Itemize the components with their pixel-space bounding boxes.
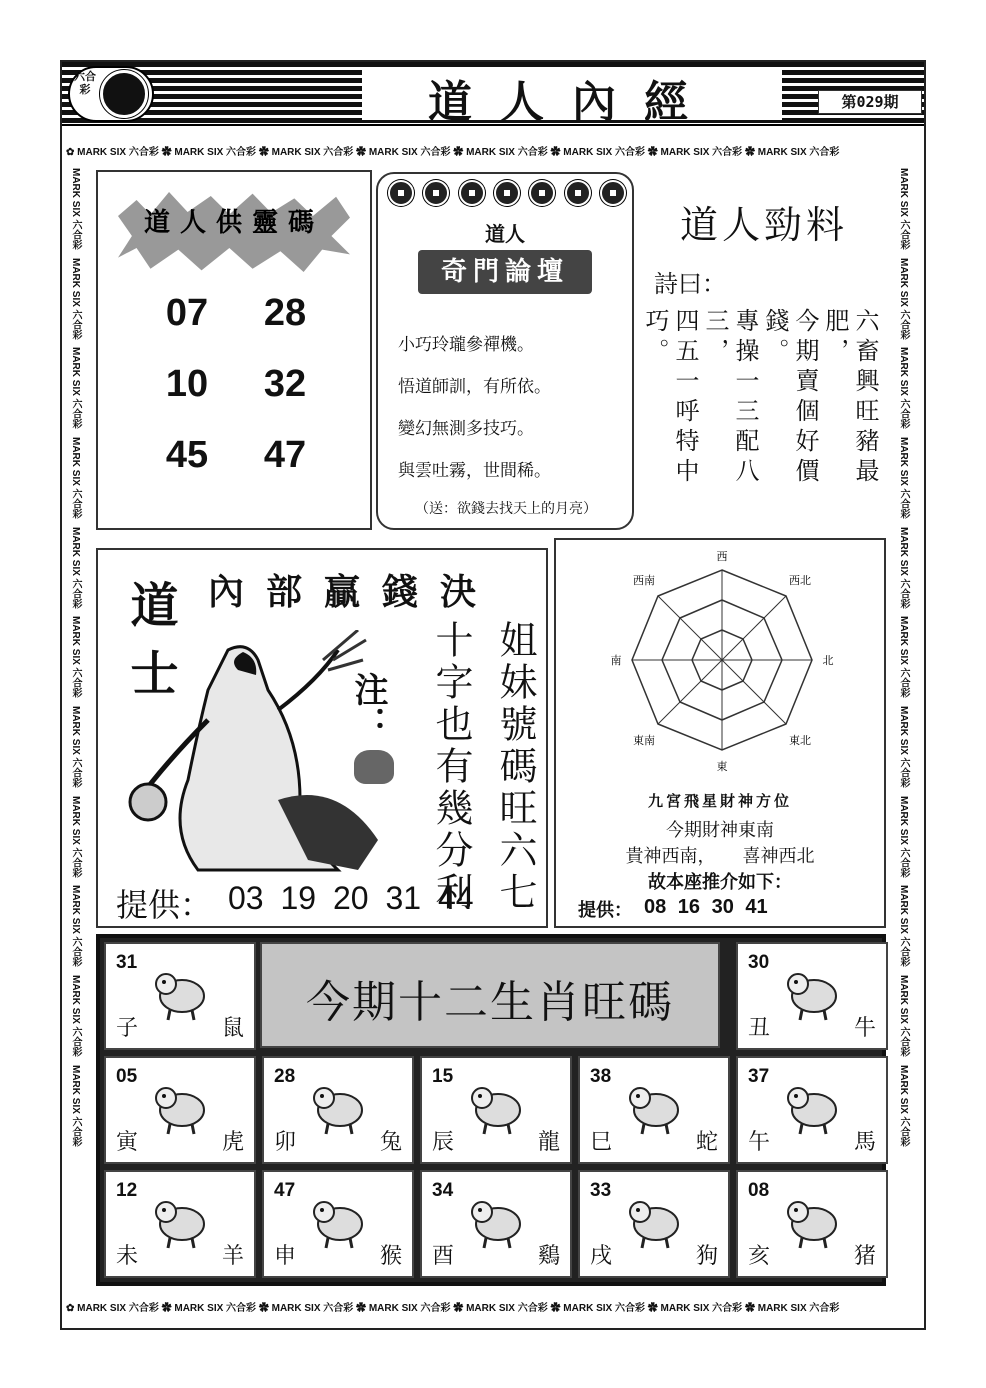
secret-note-label: 注： bbox=[348, 672, 388, 740]
compass-direction: 東南 bbox=[633, 734, 655, 747]
border-strip-right bbox=[896, 168, 918, 1294]
zodiac-branch: 子 bbox=[116, 1016, 139, 1041]
lucky-numbers-panel bbox=[96, 170, 372, 530]
zodiac-cell bbox=[104, 942, 256, 1050]
zodiac-branch: 丑 bbox=[748, 1016, 771, 1041]
border-pattern-text: MARK SIX 六合彩 bbox=[70, 885, 81, 968]
zodiac-animal: 龍 bbox=[537, 1130, 560, 1155]
logo-text: 六合彩 bbox=[74, 70, 96, 96]
zodiac-cell bbox=[420, 1170, 572, 1278]
zodiac-animal-icon bbox=[622, 1188, 686, 1250]
zodiac-number: 15 bbox=[432, 1066, 454, 1087]
compass-provide-label: 提供： bbox=[578, 900, 632, 921]
coin-icon bbox=[529, 180, 555, 206]
coin-icon bbox=[494, 180, 520, 206]
compass-caption: 九宮飛星財神方位 bbox=[647, 792, 792, 810]
border-pattern-text: MARK SIX 六合彩 bbox=[898, 706, 909, 788]
zodiac-animal: 羊 bbox=[221, 1244, 244, 1269]
border-pattern-text: MARK SIX 六合彩 bbox=[898, 526, 909, 609]
verse-line: 與雲吐霧，世間稀。 bbox=[398, 461, 551, 481]
zodiac-number: 08 bbox=[748, 1180, 770, 1201]
lucky-number: 47 bbox=[263, 434, 307, 476]
lucky-numbers-grid bbox=[138, 292, 334, 477]
poem-column: 今期賣個好價錢。 bbox=[761, 308, 819, 488]
border-pattern-text: MARK SIX 六合彩 bbox=[898, 795, 909, 878]
border-strip-left bbox=[68, 168, 90, 1294]
border-pattern-text: MARK SIX 六合彩 bbox=[70, 706, 81, 788]
poem-column: 專操一三配八三， bbox=[701, 308, 759, 488]
provide-label: 提供： bbox=[116, 887, 213, 923]
zodiac-number: 37 bbox=[748, 1066, 770, 1087]
compass-direction: 東北 bbox=[789, 734, 811, 747]
forum-subtitle: 道人 bbox=[485, 222, 525, 246]
compass-direction: 北 bbox=[822, 654, 834, 667]
page-title: 道人內經 bbox=[428, 77, 716, 128]
zodiac-cell bbox=[578, 1170, 730, 1278]
noble-god-direction: 貴神西南， 喜神西北 bbox=[625, 846, 815, 867]
lucky-number: 45 bbox=[165, 434, 209, 476]
god-of-wealth-direction: 今期財神東南 bbox=[666, 820, 774, 841]
zodiac-number: 28 bbox=[274, 1066, 296, 1087]
zodiac-animal-icon bbox=[780, 960, 844, 1022]
zodiac-animal-icon bbox=[306, 1188, 370, 1250]
zodiac-animal: 牛 bbox=[853, 1016, 876, 1041]
zodiac-animal-icon bbox=[306, 1074, 370, 1136]
zodiac-animal-icon bbox=[464, 1074, 528, 1136]
zodiac-cell bbox=[262, 1056, 414, 1164]
border-pattern-text: MARK SIX 六合彩 bbox=[70, 257, 81, 340]
zodiac-banner-title: 今期十二生肖旺碼 bbox=[306, 977, 674, 1028]
zodiac-cell bbox=[736, 942, 888, 1050]
border-pattern-text: MARK SIX 六合彩 bbox=[70, 347, 81, 430]
lucky-number: 07 bbox=[165, 292, 209, 334]
zodiac-cell bbox=[736, 1056, 888, 1164]
sheep-icon bbox=[354, 750, 394, 784]
zodiac-animal-icon bbox=[622, 1074, 686, 1136]
secret-tip-line: 十字也有幾分利 bbox=[429, 620, 473, 914]
lucky-numbers-title: 道人供靈碼 bbox=[143, 208, 324, 238]
zodiac-number: 33 bbox=[590, 1180, 612, 1201]
border-strip-bottom: ✿ MARK SIX 六合彩 ✿ MARK SIX 六合彩 ✿ MARK SIX 六合彩 ✿ MARK SIX 六合彩 ✿ MARK SIX 六合彩 ✿ MARK SIX 六合彩 ✿ MARK SIX 六合彩 ✿ MARK SIX 六合彩 bbox=[66, 1303, 840, 1314]
zodiac-animal: 兔 bbox=[379, 1130, 402, 1155]
zodiac-branch: 亥 bbox=[748, 1244, 771, 1269]
zodiac-branch: 戌 bbox=[590, 1244, 613, 1269]
provide-numbers: 03 19 20 31 44 bbox=[228, 880, 474, 916]
border-pattern-text: MARK SIX 六合彩 bbox=[70, 526, 81, 609]
zodiac-number: 38 bbox=[590, 1066, 612, 1087]
coin-icon bbox=[459, 180, 485, 206]
coin-icon bbox=[388, 180, 414, 206]
compass-direction: 西北 bbox=[789, 574, 811, 587]
poem-label: 詩曰： bbox=[654, 270, 726, 298]
zodiac-branch: 未 bbox=[116, 1244, 139, 1269]
poem-column: 四五一呼特中巧。 bbox=[641, 308, 699, 488]
border-pattern-text: MARK SIX 六合彩 bbox=[898, 168, 909, 250]
compass-direction: 西 bbox=[716, 550, 728, 563]
poem-body bbox=[641, 308, 880, 538]
zodiac-branch: 寅 bbox=[116, 1130, 139, 1155]
zodiac-number: 05 bbox=[116, 1066, 138, 1087]
zodiac-number: 30 bbox=[748, 952, 770, 973]
zodiac-branch: 辰 bbox=[432, 1130, 455, 1155]
zodiac-grid bbox=[96, 934, 886, 1286]
border-pattern-text: MARK SIX 六合彩 bbox=[70, 975, 81, 1057]
zodiac-branch: 巳 bbox=[590, 1130, 613, 1155]
zodiac-animal-icon bbox=[148, 1188, 212, 1250]
zodiac-branch: 申 bbox=[274, 1244, 297, 1269]
zodiac-animal-icon bbox=[780, 1188, 844, 1250]
tip-poem-panel bbox=[640, 168, 888, 532]
zodiac-animal: 虎 bbox=[221, 1130, 244, 1155]
bauhinia-logo-icon bbox=[100, 70, 148, 118]
forum-panel bbox=[376, 172, 634, 530]
border-pattern-text: MARK SIX 六合彩 bbox=[70, 616, 81, 699]
border-pattern-text: MARK SIX 六合彩 bbox=[898, 437, 909, 519]
border-pattern-text: MARK SIX 六合彩 bbox=[898, 347, 909, 430]
recommend-label: 故本座推介如下： bbox=[648, 872, 792, 893]
border-pattern-text: MARK SIX 六合彩 bbox=[70, 1064, 81, 1147]
compass-direction: 西南 bbox=[633, 574, 655, 587]
verse-line: 變幻無測多技巧。 bbox=[398, 419, 534, 439]
forum-note: （送：欲錢去找天上的月亮） bbox=[415, 501, 597, 517]
zodiac-animal-icon bbox=[780, 1074, 844, 1136]
zodiac-animal-icon bbox=[148, 1074, 212, 1136]
poem-column: 六畜興旺豬最肥， bbox=[821, 308, 879, 488]
coin-icon bbox=[565, 180, 591, 206]
lucky-number: 32 bbox=[263, 363, 307, 405]
zodiac-animal: 猴 bbox=[379, 1244, 402, 1269]
coin-row bbox=[388, 180, 626, 206]
border-pattern-text: MARK SIX 六合彩 bbox=[898, 1064, 909, 1147]
zodiac-animal: 狗 bbox=[695, 1244, 718, 1269]
secret-tip-line: 姐妹號碼旺六七 bbox=[493, 620, 537, 914]
secret-tip-panel bbox=[96, 548, 548, 928]
compass-direction: 東 bbox=[716, 760, 728, 772]
zodiac-number: 34 bbox=[432, 1180, 454, 1201]
lucky-number: 10 bbox=[165, 363, 209, 405]
zodiac-animal: 鼠 bbox=[221, 1016, 244, 1041]
border-pattern-text: MARK SIX 六合彩 bbox=[70, 168, 81, 250]
zodiac-number: 31 bbox=[116, 952, 138, 973]
border-pattern-text: MARK SIX 六合彩 bbox=[898, 975, 909, 1057]
nine-palace-compass bbox=[610, 548, 834, 772]
border-pattern-text: MARK SIX 六合彩 bbox=[70, 795, 81, 878]
zodiac-animal: 猪 bbox=[853, 1244, 876, 1269]
forum-title: 奇門論壇 bbox=[418, 250, 592, 294]
taoist-side-title: 道士 bbox=[122, 580, 178, 716]
verse-line: 悟道師訓，有所依。 bbox=[398, 377, 551, 397]
compass-provide-numbers: 08 16 30 41 bbox=[644, 896, 768, 918]
zodiac-number: 12 bbox=[116, 1180, 138, 1201]
forum-verse bbox=[398, 324, 628, 492]
zodiac-branch: 酉 bbox=[432, 1244, 455, 1269]
zodiac-cell bbox=[420, 1056, 572, 1164]
poem-panel-title: 道人勁料 bbox=[679, 203, 848, 247]
zodiac-cell bbox=[104, 1056, 256, 1164]
border-pattern-text: MARK SIX 六合彩 bbox=[898, 257, 909, 340]
zodiac-cell bbox=[736, 1170, 888, 1278]
zodiac-animal: 馬 bbox=[853, 1130, 876, 1155]
issue-number: 第029期 bbox=[818, 90, 922, 114]
zodiac-cell bbox=[578, 1056, 730, 1164]
border-strip-top: ✿ MARK SIX 六合彩 ✿ MARK SIX 六合彩 ✿ MARK SIX 六合彩 ✿ MARK SIX 六合彩 ✿ MARK SIX 六合彩 ✿ MARK SIX 六合彩 ✿ MARK SIX 六合彩 ✿ MARK SIX 六合彩 bbox=[66, 147, 840, 158]
header-bar bbox=[62, 62, 924, 126]
zodiac-number: 47 bbox=[274, 1180, 296, 1201]
border-pattern-text: MARK SIX 六合彩 bbox=[898, 616, 909, 699]
secret-tip-title: 內部贏錢決 bbox=[208, 571, 499, 613]
coin-icon bbox=[600, 180, 626, 206]
coin-icon bbox=[423, 180, 449, 206]
zodiac-cell bbox=[104, 1170, 256, 1278]
compass-panel bbox=[554, 538, 886, 928]
zodiac-animal: 鷄 bbox=[537, 1244, 560, 1269]
verse-line: 小巧玲瓏參禪機。 bbox=[398, 335, 534, 355]
zodiac-animal-icon bbox=[148, 960, 212, 1022]
zodiac-animal-icon bbox=[464, 1188, 528, 1250]
border-pattern-text: MARK SIX 六合彩 bbox=[70, 437, 81, 519]
zodiac-banner bbox=[260, 942, 720, 1048]
zodiac-branch: 卯 bbox=[274, 1130, 297, 1155]
compass-direction: 南 bbox=[610, 654, 622, 667]
zodiac-cell bbox=[262, 1170, 414, 1278]
zodiac-animal: 蛇 bbox=[695, 1130, 718, 1155]
border-pattern-text: MARK SIX 六合彩 bbox=[898, 885, 909, 968]
lucky-number: 28 bbox=[263, 292, 307, 334]
zodiac-branch: 午 bbox=[748, 1130, 771, 1155]
